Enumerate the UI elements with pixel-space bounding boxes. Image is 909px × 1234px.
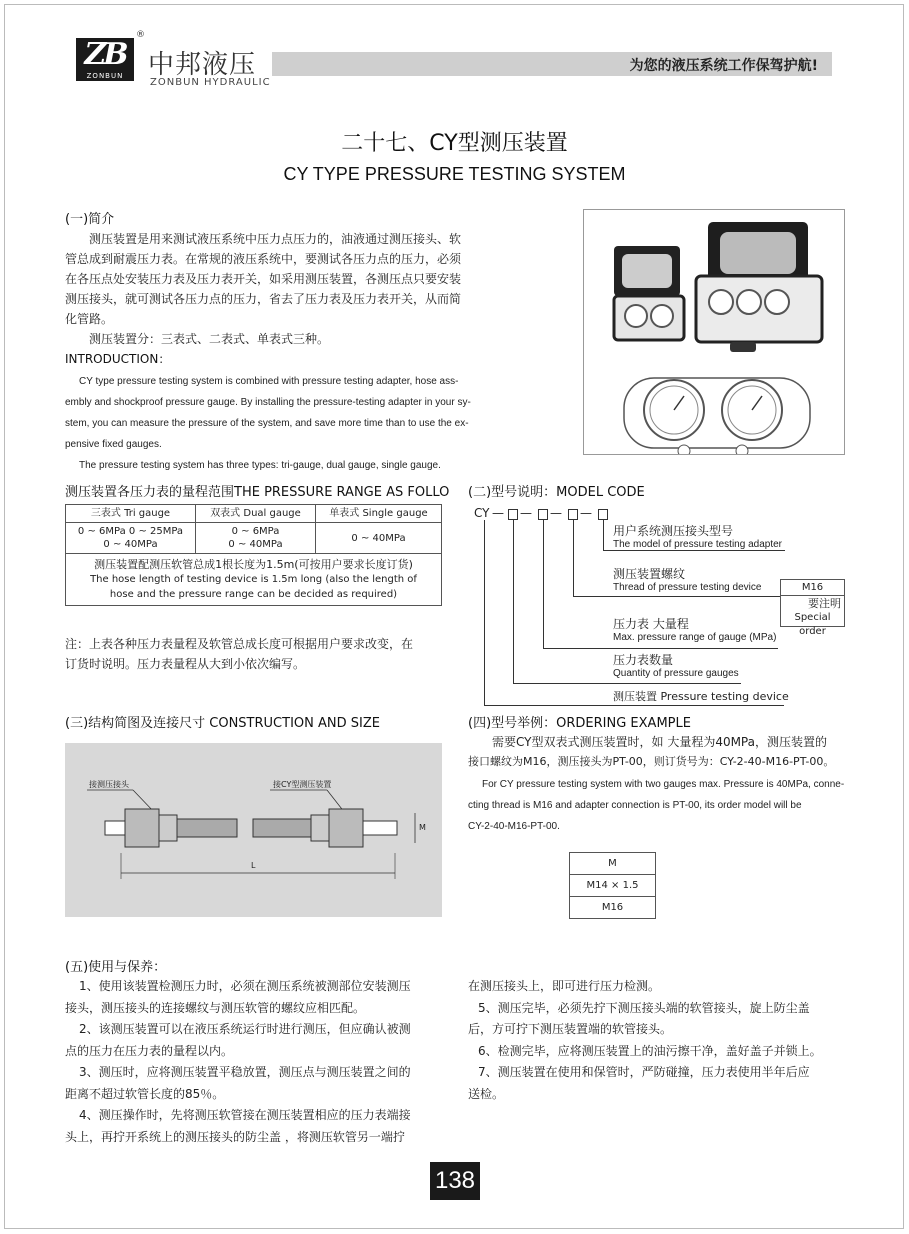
thread-options-box <box>780 579 845 637</box>
usage-heading: (五)使用与保养： <box>65 960 167 975</box>
logo-subtext: ZONBUN <box>76 72 134 81</box>
ordering-en-text <box>468 774 848 837</box>
special-order-cn: 要注明 <box>808 597 841 610</box>
usage-line: 2、该测压装置可以在液压系统运行时进行测压，但应确认被测 <box>79 1022 411 1036</box>
model-code-diagram <box>474 506 490 520</box>
leader-line <box>603 550 785 551</box>
label-testing-adapter: 接测压接头 <box>89 780 129 789</box>
code-slot-thread <box>568 509 578 520</box>
leader-line <box>513 683 741 684</box>
model-heading: (二)型号说明：MODEL CODE <box>468 485 645 500</box>
intro-en-heading: INTRODUCTION： <box>65 352 171 366</box>
usage-line: 4、测压操作时，先将测压软管接在测压装置相应的压力表端接 <box>79 1108 411 1122</box>
thread-label-en: Thread of pressure testing device <box>613 582 762 593</box>
product-photo <box>583 209 845 455</box>
construction-heading: (三)结构简图及连接尺寸 CONSTRUCTION AND SIZE <box>65 716 380 731</box>
adapter-label-en: The model of pressure testing adapter <box>613 539 782 550</box>
intro-cn-line: 测压接头，就可测试各压力点的压力，省去了压力表及压力表开关，从而简 <box>65 292 462 306</box>
intro-cn-text <box>65 229 475 349</box>
ordering-en-line: CY-2-40-M16-PT-00. <box>468 821 560 832</box>
intro-en-line: CY type pressure testing system is combined with pressure testing adapter, hose ass- <box>79 376 459 387</box>
leader-line <box>484 520 485 705</box>
quantity-label-en: Quantity of pressure gauges <box>613 668 739 679</box>
leader-line <box>573 596 780 597</box>
thread-label-cn: 测压装置螺纹 <box>613 567 686 581</box>
company-logo <box>76 38 134 80</box>
note-line: 注：上表各种压力表量程及软管总成长度可根据用户要求改变，在 <box>65 637 414 651</box>
usage-left-column <box>65 976 445 1148</box>
label-cy-device: 接CY型测压装置 <box>273 780 332 789</box>
usage-line: 后，方可拧下测压装置端的软管接头。 <box>468 1022 673 1036</box>
code-slot-adapter <box>598 509 608 520</box>
range-col-single: 单表式 Single gauge <box>316 505 442 523</box>
page-title-cn: 二十七、CY型测压装置 <box>341 131 568 156</box>
usage-line: 点的压力在压力表的量程以内。 <box>65 1043 234 1058</box>
ordering-cn-line: 接口螺纹为M16，测压接头为PT-00，则订货号为：CY-2-40-M16-PT-00。 <box>468 755 835 768</box>
hose-note-en: hose and the pressure range can be decided as required) <box>109 589 398 600</box>
range-heading: 测压装置各压力表的量程范围THE PRESSURE RANGE AS FOLLO <box>65 485 450 500</box>
dimension-l: L <box>251 861 256 870</box>
usage-line: 接头，测压接头的连接螺纹与测压软管的螺纹应相匹配。 <box>65 1000 366 1015</box>
leader-line <box>543 520 544 648</box>
range-value: 0 ~ 40MPa <box>228 539 283 550</box>
special-order-en: Special order <box>794 612 831 637</box>
construction-drawing <box>65 743 442 917</box>
brand-name-en: ZONBUN HYDRAULIC <box>150 77 271 88</box>
pressure-range-table <box>65 504 442 606</box>
m-table-header: M <box>570 853 656 875</box>
m-table-cell: M14 × 1.5 <box>570 875 656 897</box>
usage-right-column <box>468 976 848 1105</box>
model-dash: — <box>580 506 592 520</box>
ordering-heading: (四)型号举例：ORDERING EXAMPLE <box>468 716 691 731</box>
usage-line: 1、使用该装置检测压力时，必须在测压系统被测部位安装测压 <box>79 979 411 993</box>
ordering-cn-line: 需要CY型双表式测压装置时，如 大量程为40MPa，测压装置的 <box>492 735 827 749</box>
ordering-cn-text <box>468 732 848 772</box>
leader-line <box>484 705 784 706</box>
range-value: 0 ~ 40MPa <box>103 539 158 550</box>
intro-cn-line: 管总成到耐震压力表。在常规的液压系统中，要测试各压力点的压力，必须 <box>65 252 462 266</box>
usage-line: 在测压接头上，即可进行压力检测。 <box>468 979 661 993</box>
hose-assembly-drawing <box>65 743 442 917</box>
intro-cn-line: 测压装置分：三表式、二表式、单表式三种。 <box>89 332 330 346</box>
brand-name-cn: 中邦液压 <box>148 50 257 80</box>
model-prefix: CY <box>474 506 490 520</box>
thread-option: M16 <box>781 580 844 596</box>
usage-line: 7、测压装置在使用和保管时，严防碰撞，压力表使用半年后应 <box>478 1065 810 1079</box>
page-number: 138 <box>430 1162 480 1200</box>
intro-en-line: The pressure testing system has three types: tri-gauge, dual gauge, single gauge. <box>79 460 441 471</box>
thread-m-table <box>569 852 656 919</box>
logo-mark: ZB <box>76 38 134 72</box>
intro-heading: (一)简介 <box>65 212 115 227</box>
model-dash: — <box>550 506 562 520</box>
code-slot-range <box>538 509 548 520</box>
hose-length-note <box>66 554 442 606</box>
usage-line: 距离不超过软管长度的85％。 <box>65 1086 225 1101</box>
dimension-m: M <box>419 823 426 832</box>
leader-line <box>573 520 574 596</box>
slogan-bar <box>272 52 832 76</box>
range-note <box>65 634 435 674</box>
model-dash: — <box>492 506 504 520</box>
range-col-tri: 三表式 Tri gauge <box>66 505 196 523</box>
m-table-cell: M16 <box>570 897 656 919</box>
usage-line: 3、测压时，应将测压装置平稳放置，测压点与测压装置之间的 <box>79 1065 411 1079</box>
range-col-dual: 双表式 Dual gauge <box>196 505 316 523</box>
device-label: 测压装置 Pressure testing device <box>613 690 789 703</box>
intro-cn-line: 测压装置是用来测试液压系统中压力点压力的，油液通过测压接头、软 <box>89 232 462 246</box>
usage-line: 送检。 <box>468 1086 505 1101</box>
usage-line: 5、测压完毕，必须先拧下测压接头端的软管接头，旋上防尘盖 <box>478 1000 810 1015</box>
slogan: 为您的液压系统工作保驾护航! <box>629 58 818 74</box>
registered-mark: ® <box>136 30 145 40</box>
code-slot-quantity <box>508 509 518 520</box>
intro-cn-line: 化管路。 <box>65 312 114 326</box>
intro-en-line: pensive fixed gauges. <box>65 439 162 450</box>
intro-en-text <box>65 371 485 476</box>
product-illustration <box>584 210 845 455</box>
range-single-value: 0 ~ 40MPa <box>316 523 442 554</box>
model-dash: — <box>520 506 532 520</box>
range-value: 0 ~ 6MPa <box>231 526 280 537</box>
range-tri-values <box>66 523 196 554</box>
range-label-cn: 压力表 大量程 <box>613 617 689 631</box>
hose-note-cn: 测压装置配测压软管总成1根长度为1.5m(可按用户要求长度订货) <box>94 558 413 571</box>
range-label-en: Max. pressure range of gauge (MPa) <box>613 632 777 643</box>
adapter-label-cn: 用户系统测压接头型号 <box>613 524 734 538</box>
ordering-en-line: For CY pressure testing system with two gauges max. Pressure is 40MPa, conne- <box>482 779 845 790</box>
hose-note-en: The hose length of testing device is 1.5m long (also the length of <box>90 574 417 585</box>
intro-en-line: embly and shockproof pressure gauge. By installing the pressure-testing adapter in your sy- <box>65 397 471 408</box>
usage-line: 头上，再拧开系统上的测压接头的防尘盖 ，将测压软管另一端拧 <box>65 1129 405 1144</box>
page-title-en: CY TYPE PRESSURE TESTING SYSTEM <box>283 164 626 184</box>
range-value: 0 ~ 6MPa 0 ~ 25MPa <box>77 526 184 537</box>
intro-en-line: stem, you can measure the pressure of the system, and save more time than to use the ex- <box>65 418 469 429</box>
note-line: 订货时说明。压力表量程从大到小依次编写。 <box>65 657 306 671</box>
intro-cn-line: 在各压点处安装压力表及压力表开关，如采用测压装置，各测压点只要安装 <box>65 272 462 286</box>
quantity-label-cn: 压力表数量 <box>613 653 674 667</box>
leader-line <box>513 520 514 683</box>
range-dual-values <box>196 523 316 554</box>
usage-line: 6、检测完毕，应将测压装置上的油污擦干净，盖好盖子并锁上。 <box>478 1043 822 1058</box>
leader-line <box>603 520 604 550</box>
leader-line <box>543 648 778 649</box>
ordering-en-line: cting thread is M16 and adapter connection is PT-00, its order model will be <box>468 800 802 811</box>
